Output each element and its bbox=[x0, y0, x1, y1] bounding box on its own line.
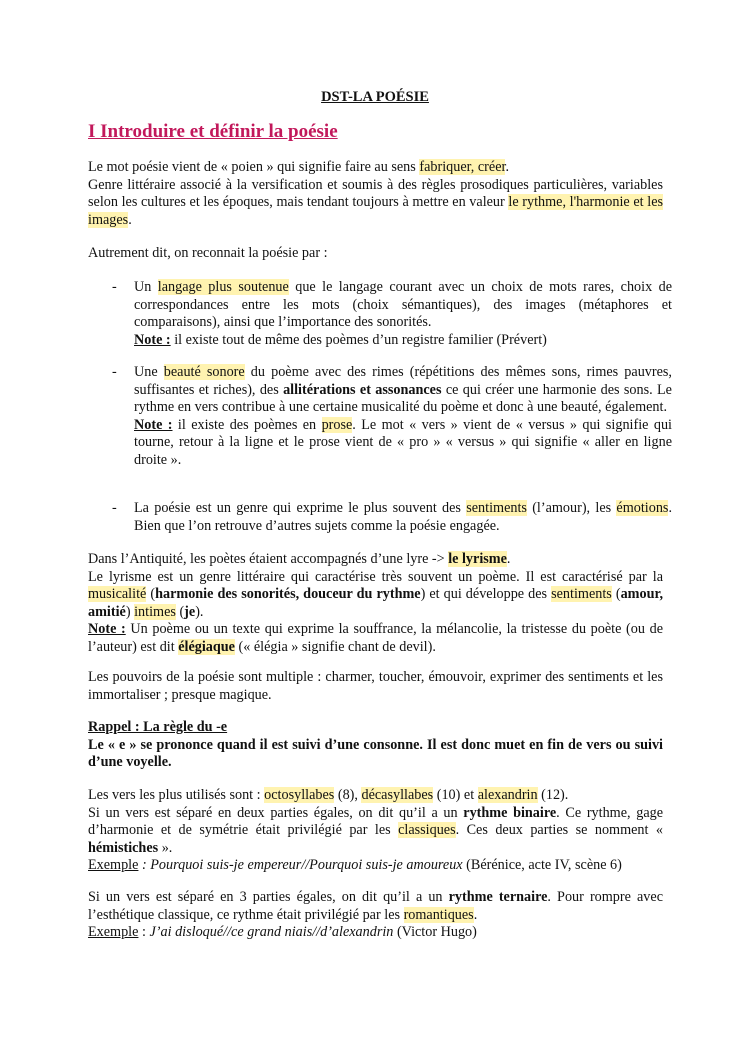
highlight: sentiments bbox=[466, 500, 527, 516]
ternaire-paragraph: Si un vers est séparé en 3 parties égales, on dit qu’il a un rythme ternaire. Pour rompre avec l’esthétique classique, ce rythme était privilégié par les romantiques. Exemple : J’ai disloqué//ce grand niais//d’alexandrin (Victor Hugo) bbox=[88, 889, 663, 941]
rappel-heading: Rappel : La règle du -e bbox=[88, 719, 228, 735]
note-label: Note : bbox=[134, 331, 171, 348]
highlight: alexandrin bbox=[477, 787, 538, 803]
highlight: prose bbox=[321, 416, 353, 433]
example-label: Exemple bbox=[88, 924, 139, 941]
highlight: élégiaque bbox=[178, 638, 235, 655]
bullet-item: - Un langage plus soutenue que le langage courant avec un choix de mots rares, choix de correspondances entre les mots (choix sémantiques), des images (métaphores et comparaisons), ainsi que l’importance des sonorités. Note : il existe tout de même des poèmes d’un registre familier (Prévert) bbox=[112, 279, 672, 348]
intro-paragraph: Le mot poésie vient de « poien » qui signifie faire au sens fabriquer, créer. Genre littéraire associé à la versification et soumis à des règles prosodiques particulières, variables selon les cultures et les époques, mais tendant toujours à mettre en valeur le rythme, l'harmonie et les images. bbox=[88, 159, 664, 228]
highlight: décasyllabes bbox=[361, 787, 434, 803]
highlight: le rythme, l'harmonie et les images bbox=[88, 194, 664, 228]
example-label: Exemple bbox=[88, 857, 139, 874]
bullet-dash: - bbox=[112, 500, 117, 516]
highlight: émotions bbox=[616, 500, 669, 516]
highlight: beauté sonore bbox=[163, 364, 245, 380]
highlight: sentiments bbox=[551, 586, 612, 603]
bullet-item: - Une beauté sonore du poème avec des rimes (répétitions des mêmes sons, rimes pauvres, suffisantes et riches), des allitérations et assonances ce qui créer une harmonie des sons. Le rythme en vers contribue à une certaine musicalité du poème et donc à une beauté, également. Note : il existe des poèmes en prose. Le mot « vers » vient de « versus » qui signifie qui tourne, retour à la ligne et le prose vient de « pro » « versus » qui signifie « aller en ligne droite ». bbox=[112, 364, 672, 468]
highlight: fabriquer, créer bbox=[419, 159, 506, 175]
highlight: langage plus soutenue bbox=[157, 279, 289, 295]
highlight: intimes bbox=[134, 603, 176, 620]
pouvoirs-paragraph: Les pouvoirs de la poésie sont multiple : charmer, toucher, émouvoir, exprimer des sentiments et les immortaliser ; presque magique. bbox=[88, 669, 663, 703]
rappel-text: Le « e » se prononce quand il est suivi d’une consonne. Il est donc muet en fin de vers ou suivi d’une voyelle. bbox=[88, 736, 663, 771]
note-label: Note : bbox=[88, 621, 126, 638]
intro-sentence: Autrement dit, on reconnait la poésie par : bbox=[88, 245, 328, 261]
bullet-dash: - bbox=[112, 364, 117, 380]
vers-paragraph: Les vers les plus utilisés sont : octosyllabes (8), décasyllabes (10) et alexandrin (12). Si un vers est séparé en deux parties égales, on dit qu’il a un rythme binaire. Ce rythme, gage d’harmonie et de symétrie était privilégié par les classiques. Ces deux parties se nomment « hémistiches ». Exemple : Pourquoi suis-je empereur//Pourquoi suis-je amoureux (Bérénice, acte IV, scène 6) bbox=[88, 787, 664, 874]
note-label: Note : bbox=[134, 416, 173, 433]
bullet-item: - La poésie est un genre qui exprime le plus souvent des sentiments (l’amour), les émotions. Bien que l’on retrouve d’autres sujets comme la poésie engagée. bbox=[112, 500, 672, 534]
page-title: DST-LA POÉSIE bbox=[321, 89, 429, 105]
highlight: romantiques bbox=[403, 906, 474, 923]
highlight: le lyrisme bbox=[448, 551, 507, 567]
bullet-dash: - bbox=[112, 279, 117, 295]
highlight: octosyllabes bbox=[264, 787, 335, 803]
lyrisme-paragraph: Dans l’Antiquité, les poètes étaient accompagnés d’une lyre -> le lyrisme. Le lyrisme est un genre littéraire qui caractérise très souvent un poème. Il est caractérisé par la musicalité (harmonie des sonorités, douceur du rythme) et qui développe des sentiments (amour, amitié) intimes (je). Note : Un poème ou un texte qui exprime la souffrance, la mélancolie, la tristesse du poète (ou de l’auteur) est dit élégiaque (« élégia » signifie chant de devil). bbox=[88, 551, 664, 655]
rappel-block bbox=[88, 719, 663, 772]
section-heading: I Introduire et définir la poésie bbox=[88, 121, 338, 142]
highlight: classiques bbox=[398, 822, 456, 839]
highlight: musicalité bbox=[88, 586, 147, 603]
